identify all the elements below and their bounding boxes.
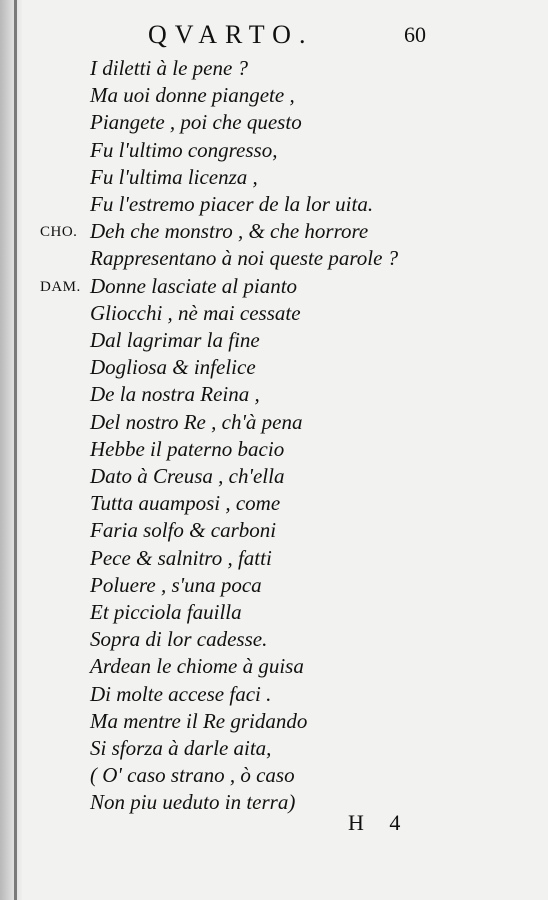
- speaker-label: CHO.: [40, 224, 78, 241]
- verse-line: [0, 627, 548, 654]
- verse-line: [0, 654, 548, 681]
- verse-line: [0, 518, 548, 545]
- verse-line-text: Dal lagrimar la fine: [90, 328, 260, 352]
- verse-line: [0, 165, 548, 192]
- verse-line-text: Ardean le chiome à guisa: [90, 654, 304, 679]
- verse-line: [0, 56, 548, 83]
- verse-line: [0, 219, 548, 246]
- verse-line-text: Donne lasciate al pianto: [90, 273, 298, 298]
- verse-line-text: Deh che monstro , & che horrore: [90, 219, 369, 244]
- verse-line-text: Hebbe il paterno bacio: [90, 436, 285, 461]
- speaker-label: DAM.: [40, 278, 81, 295]
- verse-line: [0, 763, 548, 790]
- verse-line-text: Fu l'ultimo congresso,: [90, 137, 278, 162]
- verse-line: [0, 355, 548, 382]
- verse-line: [0, 437, 548, 464]
- verse-line-text: Rappresentano à noi queste parole ?: [90, 246, 399, 271]
- verse-line-text: Gliocchi , nè mai cessate: [90, 300, 301, 325]
- page-number: 60: [404, 22, 426, 47]
- verse-line-text: I diletti à le pene ?: [90, 56, 249, 80]
- verse-line: [0, 600, 548, 627]
- verse-line-text: Del nostro Re , ch'à pena: [90, 409, 303, 434]
- verse-line-text: Fu l'ultima licenza ,: [90, 164, 258, 189]
- verse-line: [0, 110, 548, 137]
- verse-line-text: Ma mentre il Re gridando: [90, 708, 308, 733]
- signature-mark: H 4: [348, 810, 411, 835]
- verse-line: [0, 546, 548, 573]
- verse-line: [0, 83, 548, 110]
- verse-line: [0, 301, 548, 328]
- verse-line: [0, 790, 548, 817]
- verse-line: [0, 573, 548, 600]
- verse-line: [0, 682, 548, 709]
- verse-line-text: Si sforza à darle aita,: [90, 736, 272, 760]
- verse-line: [0, 246, 548, 273]
- verse-line: [0, 382, 548, 409]
- verse-line-text: Non piu ueduto in terra): [90, 790, 296, 815]
- verse-line-text: Dogliosa & infelice: [90, 355, 256, 380]
- verse-line-text: Di molte accese faci .: [90, 681, 272, 706]
- verse-line-text: Pece & salnitro , fatti: [90, 545, 272, 570]
- verse-line: [0, 328, 548, 355]
- verse-line-text: Ma uoi donne piangete ,: [90, 83, 295, 108]
- verse-line: [0, 491, 548, 518]
- verse-line-text: Sopra di lor cadesse.: [90, 627, 268, 652]
- verse-line-text: Et picciola fauilla: [90, 600, 242, 624]
- verse-line-text: Fu l'estremo piacer de la lor uita.: [90, 192, 374, 216]
- verse-line: [0, 410, 548, 437]
- verse-line: [0, 138, 548, 165]
- verse-line-text: ( O' caso strano , ò caso: [90, 763, 295, 788]
- verse-line: [0, 736, 548, 763]
- verse-line-text: Tutta auamposi , come: [90, 491, 281, 516]
- verse-line: [0, 192, 548, 219]
- verse-line-text: De la nostra Reina ,: [90, 382, 260, 407]
- verse-line: [0, 709, 548, 736]
- verse-line-text: Piangete , poi che questo: [90, 110, 302, 135]
- verse-line: [0, 274, 548, 301]
- verse-line-text: Poluere , s'una poca: [90, 572, 262, 597]
- verse-line-text: Dato à Creusa , ch'ella: [90, 464, 285, 488]
- verse-line: [0, 464, 548, 491]
- verse-line-text: Faria solfo & carboni: [90, 518, 277, 543]
- running-head: QVARTO.: [148, 20, 314, 49]
